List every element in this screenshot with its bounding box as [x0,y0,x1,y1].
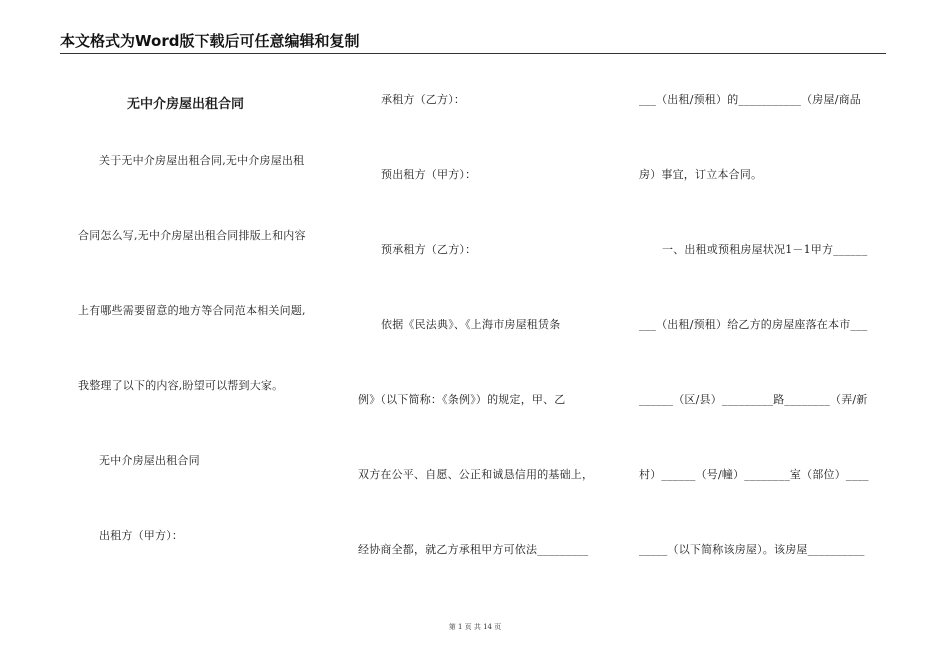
col2-line-2: 预出租方（甲方）： [381,168,477,181]
download-banner: 本文格式为Word版下载后可任意编辑和复制 [60,32,360,50]
col1-line-2: 合同怎么写,无中介房屋出租合同排版上和内容 [78,229,306,242]
col1-line-1: 关于无中介房屋出租合同,无中介房屋出租 [99,154,305,167]
col1-line-6: 出租方（甲方）： [99,529,184,542]
document-title: 无中介房屋出租合同 [127,97,245,112]
page-number: 第 1 页 共 14 页 [448,623,502,631]
col2-line-1: 承租方（乙方）： [381,93,466,106]
col1-line-3: 上有哪些需要留意的地方等合同范本相关问题, [78,304,306,317]
col2-line-4: 依据《民法典》、《上海市房屋租赁条 [381,318,561,331]
col3-line-4: ___（出租/预租）给乙方的房屋座落在本市___ [639,318,868,331]
col3-line-2: 房）事宜，订立本合同。 [639,168,763,181]
col1-line-5: 无中介房屋出租合同 [99,454,200,467]
col3-line-6: 村）______（号/幢）________室（部位）____ [639,468,869,481]
col3-line-7: _____（以下简称该房屋）。该房屋__________ [639,543,865,556]
header-divider [60,53,886,54]
col1-line-4: 我整理了以下的内容,盼望可以帮到大家。 [78,379,284,392]
col2-line-3: 预承租方（乙方）： [381,243,477,256]
col2-line-6: 双方在公平、自愿、公正和诚恳信用的基础上， [358,468,594,481]
col3-line-3: 一、出租或预租房屋状况1－1甲方______ [662,243,868,256]
col2-line-5: 例》（以下简称：《条例》）的规定，甲、乙 [358,393,566,406]
col2-line-7: 经协商全都，就乙方承租甲方可依法_________ [358,543,589,556]
col3-line-1: ___（出租/预租）的___________（房屋/商品 [639,93,862,106]
col3-line-5: ______（区/县）_________路________（弄/新 [639,393,868,406]
